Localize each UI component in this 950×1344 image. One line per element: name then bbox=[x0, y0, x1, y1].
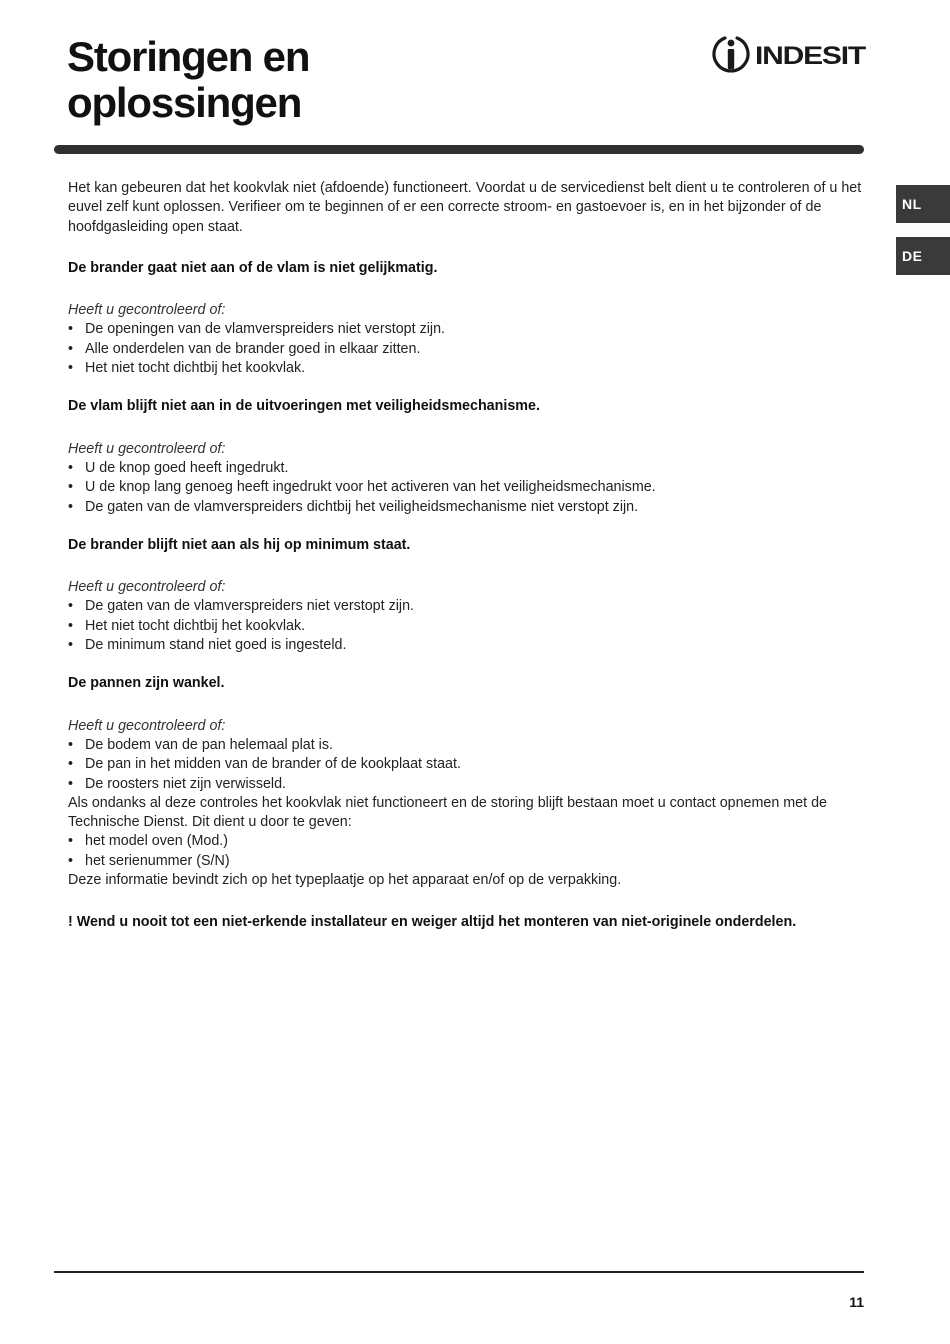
page-title-line-1: Storingen en bbox=[67, 33, 310, 80]
language-tab-nl[interactable]: NL bbox=[896, 185, 950, 223]
checklist bbox=[68, 459, 868, 517]
section-flame-safety bbox=[68, 397, 868, 516]
check-label: Heeft u gecontroleerd of: bbox=[68, 302, 226, 319]
brand-name: INDESIT bbox=[755, 42, 866, 70]
check-label: Heeft u gecontroleerd of: bbox=[68, 579, 226, 596]
section-heading: De brander blijft niet aan als hij op minimum staat. bbox=[68, 536, 411, 553]
list-item: • De minimum stand niet goed is ingesteld. bbox=[68, 636, 868, 655]
checklist bbox=[68, 320, 868, 378]
section-heading: De pannen zijn wankel. bbox=[68, 675, 225, 692]
section-heading: De vlam blijft niet aan in de uitvoeringen met veiligheidsmechanisme. bbox=[68, 398, 540, 415]
check-label: Heeft u gecontroleerd of: bbox=[68, 440, 226, 457]
info-paragraph: Deze informatie bevindt zich op het typeplaatje op het apparaat en/of op de verpakking. bbox=[68, 872, 622, 889]
list-item: • De gaten van de vlamverspreiders dichtbij het veiligheidsmechanisme niet verstopt zijn. bbox=[68, 498, 868, 517]
page-title-line-2: oplossingen bbox=[67, 79, 302, 126]
page-number: 11 bbox=[849, 1294, 864, 1310]
check-label: Heeft u gecontroleerd of: bbox=[68, 717, 226, 734]
header-divider bbox=[54, 145, 864, 154]
list-item: • Het niet tocht dichtbij het kookvlak. bbox=[68, 617, 868, 636]
section-burner-minimum bbox=[68, 536, 868, 655]
section-pans-unstable bbox=[68, 674, 868, 793]
checklist bbox=[68, 736, 868, 794]
contact-paragraph: Als ondanks al deze controles het kookvlak niet functioneert en de storing blijft bestaan moet u contact opnemen met de Technische Dienst. Dit dient u door te geven: bbox=[68, 794, 827, 831]
list-item: • De roosters niet zijn verwisseld. bbox=[68, 775, 868, 794]
indesit-logo-icon bbox=[711, 33, 867, 75]
contact-list bbox=[68, 832, 868, 871]
list-item: • Het niet tocht dichtbij het kookvlak. bbox=[68, 359, 868, 378]
list-item: • U de knop goed heeft ingedrukt. bbox=[68, 459, 868, 478]
list-item: • De bodem van de pan helemaal plat is. bbox=[68, 736, 868, 755]
list-item: • het serienummer (S/N) bbox=[68, 852, 868, 871]
checklist bbox=[68, 597, 868, 655]
footer-divider bbox=[54, 1271, 864, 1273]
main-content bbox=[68, 179, 868, 933]
list-item: • het model oven (Mod.) bbox=[68, 832, 868, 851]
page-title bbox=[67, 34, 309, 126]
warning-note: ! Wend u nooit tot een niet-erkende installateur en weiger altijd het monteren van niet-originele onderdelen. bbox=[68, 914, 797, 931]
brand-logo bbox=[711, 33, 867, 75]
list-item: • Alle onderdelen van de brander goed in elkaar zitten. bbox=[68, 340, 868, 359]
language-tab-de[interactable]: DE bbox=[896, 237, 950, 275]
section-burner-not-lighting bbox=[68, 259, 868, 378]
list-item: • De pan in het midden van de brander of de kookplaat staat. bbox=[68, 755, 868, 774]
section-heading: De brander gaat niet aan of de vlam is niet gelijkmatig. bbox=[68, 259, 438, 276]
intro-paragraph: Het kan gebeuren dat het kookvlak niet (afdoende) functioneert. Voordat u de servicedienst belt dient u te controleren of u het euvel zelf kunt oplossen. Verifieer om te beginnen of er een correcte stroom- en gastoevoer is, en in het bijzonder of de hoofdgasleiding open staat. bbox=[68, 180, 862, 235]
list-item: • U de knop lang genoeg heeft ingedrukt voor het activeren van het veiligheidsmechanisme. bbox=[68, 478, 868, 497]
list-item: • De openingen van de vlamverspreiders niet verstopt zijn. bbox=[68, 320, 868, 339]
list-item: • De gaten van de vlamverspreiders niet verstopt zijn. bbox=[68, 597, 868, 616]
